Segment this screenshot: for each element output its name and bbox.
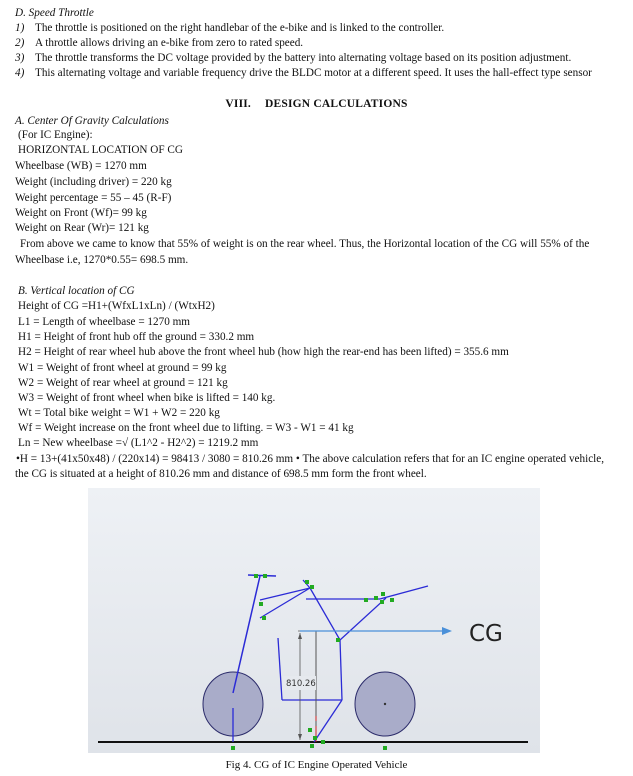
- cg-line: HORIZONTAL LOCATION OF CG: [18, 144, 183, 156]
- cg-line: (For IC Engine):: [18, 129, 93, 141]
- speed-throttle-heading: D. Speed Throttle: [15, 7, 94, 19]
- vcg-line: W1 = Weight of front wheel at ground = 99 kg: [18, 362, 227, 374]
- joint-marker: [364, 598, 368, 602]
- bike-cg-diagram: [88, 488, 540, 753]
- seat-stay: [340, 598, 386, 640]
- cg-line: Weight percentage = 55 – 45 (R-F): [15, 192, 172, 204]
- joint-marker: [310, 744, 314, 748]
- figure-caption: Fig 4. CG of IC Engine Operated Vehicle: [225, 759, 408, 771]
- section-heading: [0, 98, 633, 110]
- frame-top-tube: [260, 588, 310, 600]
- throttle-item: [15, 66, 592, 80]
- cg-line: Wheelbase (WB) = 1270 mm: [15, 160, 147, 172]
- vertical-cg-heading: B. Vertical location of CG: [18, 285, 135, 297]
- cg-arrow-head: [442, 627, 452, 635]
- throttle-item-num: 3): [15, 52, 25, 64]
- joint-marker: [383, 746, 387, 750]
- rear-hub: [384, 703, 386, 705]
- vcg-result: •H = 13+(41x50x48) / (220x14) = 98413 / 3080 = 810.26 mm • The above calculation refers that for an IC engine operated vehicle,: [16, 453, 605, 465]
- vcg-line: H1 = Height of front hub off the ground = 330.2 mm: [18, 331, 255, 343]
- vcg-line: Height of CG =H1+(WfxL1xLn) / (WtxH2): [18, 300, 215, 312]
- dimension-label: 810.26: [286, 679, 316, 689]
- joint-marker: [231, 746, 235, 750]
- frame-down-tube: [310, 588, 340, 640]
- throttle-item-text: A throttle allows driving an e-bike from zero to rated speed.: [35, 37, 304, 49]
- vcg-line: Wt = Total bike weight = W1 + W2 = 220 kg: [18, 407, 220, 419]
- dimension-arrow-top: [298, 633, 302, 639]
- cg-calc-heading: A. Center Of Gravity Calculations: [15, 115, 169, 127]
- throttle-item-text: This alternating voltage and variable frequency drive the BLDC motor at a different speed. It uses the hall-effect type sensor: [35, 67, 592, 79]
- throttle-item: [15, 36, 303, 50]
- throttle-item-text: The throttle transforms the DC voltage provided by the battery into alternating voltage based on its position adjustment.: [35, 52, 572, 64]
- cg-paragraph: From above we came to know that 55% of weight is on the rear wheel. Thus, the Horizontal location of the CG will 55% of the: [20, 238, 590, 250]
- vcg-line: Wf = Weight increase on the front wheel due to lifting. = W3 - W1 = 41 kg: [18, 422, 354, 434]
- chain-stay: [314, 700, 342, 742]
- throttle-item-num: 2): [15, 37, 25, 49]
- throttle-item-num: 4): [15, 67, 25, 79]
- vcg-line: W2 = Weight of rear wheel at ground = 121 kg: [18, 377, 228, 389]
- throttle-item-text: The throttle is positioned on the right handlebar of the e-bike and is linked to the controller.: [35, 22, 445, 34]
- throttle-item-num: 1): [15, 22, 25, 34]
- joint-marker: [262, 616, 266, 620]
- section-title: DESIGN CALCULATIONS: [265, 98, 408, 110]
- frame-front-post: [278, 638, 282, 700]
- cg-line: Weight (including driver) = 220 kg: [15, 176, 172, 188]
- throttle-item: [15, 21, 444, 35]
- joint-marker: [321, 740, 325, 744]
- vcg-line: W3 = Weight of front wheel when bike is lifted = 140 kg.: [18, 392, 276, 404]
- section-number: VIII.: [225, 98, 252, 110]
- frame-brace: [260, 588, 310, 618]
- joint-marker: [313, 736, 317, 740]
- cg-line: Weight on Rear (Wr)= 121 kg: [15, 222, 149, 234]
- joint-marker: [310, 585, 314, 589]
- vcg-result: the CG is situated at a height of 810.26 mm and distance of 698.5 mm form the front wheel.: [15, 468, 427, 480]
- frame-rear-post: [340, 640, 342, 700]
- joint-marker: [374, 596, 378, 600]
- joint-marker: [381, 592, 385, 596]
- joint-marker: [305, 580, 309, 584]
- cg-paragraph: Wheelbase i.e, 1270*0.55= 698.5 mm.: [15, 254, 189, 266]
- vcg-line: H2 = Height of rear wheel hub above the front wheel hub (how high the rear-end has been lifted) = 355.6 mm: [18, 346, 509, 358]
- vcg-line: L1 = Length of wheelbase = 1270 mm: [18, 316, 191, 328]
- handlebar: [248, 575, 276, 576]
- cg-label: CG: [469, 621, 503, 647]
- vcg-line: Ln = New wheelbase =√ (L1^2 - H2^2) = 1219.2 mm: [18, 437, 259, 449]
- cg-figure: [88, 488, 540, 753]
- rear-fender: [380, 586, 428, 599]
- throttle-item: [15, 51, 571, 65]
- joint-marker: [308, 728, 312, 732]
- joint-marker: [336, 638, 340, 642]
- joint-marker: [390, 598, 394, 602]
- joint-marker: [380, 600, 384, 604]
- dimension-arrow-bottom: [298, 734, 302, 740]
- joint-marker: [263, 574, 267, 578]
- joint-marker: [254, 574, 258, 578]
- cg-line: Weight on Front (Wf)= 99 kg: [15, 207, 147, 219]
- joint-marker: [259, 602, 263, 606]
